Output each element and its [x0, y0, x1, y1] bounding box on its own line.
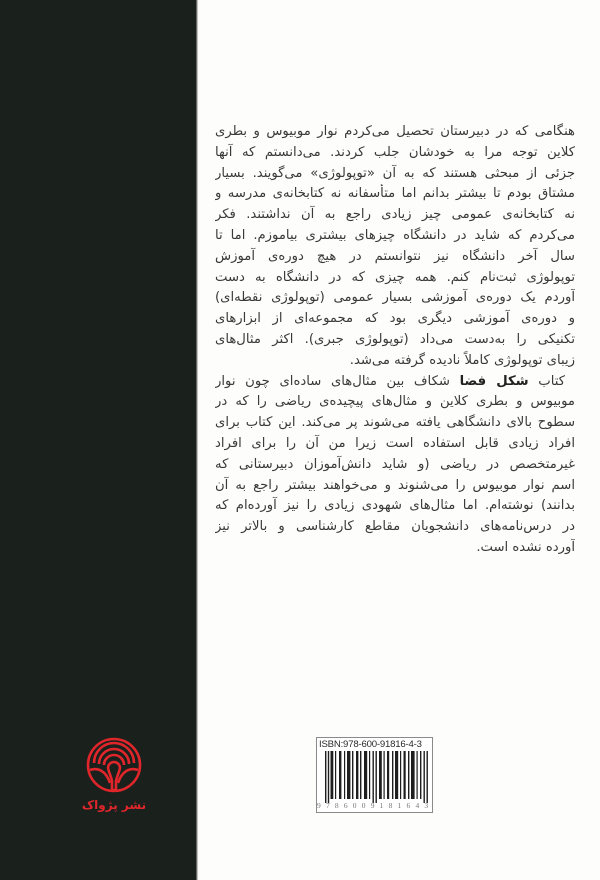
blurb-line: جزئی از مبحثی هستند که به آن «توپولوژی» می‌گویند. بسیار [215, 165, 575, 181]
blurb-line: سال آخر دانشگاه نیز نتوانستم در هیچ دوره‌ی آموزش [215, 248, 575, 264]
book-title: شکل فضا [459, 373, 529, 389]
blurb-line: و دوره‌ی آموزشی دیگری بود که مجموعه‌ای از ابزارهای [215, 311, 575, 327]
blurb-line: بدانند) نوشته‌ام. اما مثال‌های شهودی زیادی را نیز آورده‌ام که [215, 498, 575, 514]
blurb-line: در درس‌نامه‌های دانشجویان مقاطع کارشناسی و بالاتر نیز [215, 519, 575, 535]
blurb-line: تکنیکی را به‌دست می‌داد (توپولوژی جبری). اکثر مثال‌های [215, 331, 575, 347]
publisher-logo-icon [86, 735, 142, 797]
isbn-label: ISBN:978-600-91816-4-3 [319, 739, 422, 750]
blurb-line: مشتاق بودم تا بیشتر بدانم اما متأسفانه نه کتابخانه‌ی مدرسه و [215, 186, 575, 202]
blurb-line: غیرمتخصص در ریاضی (و شاید دانش‌آموزان دبیرستانی که [215, 456, 575, 472]
blurb-line: کلاین توجه مرا به خودشان جلب کردند. می‌دانستم که آنها [215, 144, 575, 160]
publisher-logo [76, 730, 152, 820]
blurb-line: زیبای توپولوژی کاملاً نادیده گرفته می‌شد. [349, 352, 575, 368]
barcode-digits: 9786009181643 [317, 801, 434, 810]
blurb-line: هنگامی که در دبیرستان تحصیل می‌کردم نوار موبیوس و بطری [215, 124, 575, 139]
blurb-text: کتاب [538, 373, 565, 389]
blurb-line: موبیوس و بطری کلاین و مثال‌های پیچیده‌ی ریاضی را که در [215, 394, 575, 410]
blurb-line: افراد زیادی قابل استفاده است زیرا من آن را برای افراد [215, 435, 575, 451]
publisher-name: نشر پژواک [81, 798, 147, 812]
blurb-line: اسم نوار موبیوس را می‌شنوند و می‌خواهند بیشتر راجع به آن [215, 477, 575, 493]
barcode-bars-icon [325, 751, 429, 803]
blurb-text: شکاف بین مثال‌های ساده‌ای چون نوار [215, 373, 450, 389]
blurb-line-with-title [215, 372, 575, 393]
isbn-barcode [316, 737, 433, 813]
blurb-line: نه کتابخانه‌ی عمومی چیز زیادی راجع به آن نداشتند. فکر [215, 207, 575, 223]
blurb-line: سطوح بالای دانشگاهی یافته می‌شوند پر می‌کند. این کتاب برای [215, 415, 575, 431]
blurb-line: می‌کردم که شاید در دانشگاه چیزهای بیشتری بیاموزم. اما تا [215, 227, 575, 243]
blurb-line: آورده نشده است. [476, 539, 575, 555]
blurb-line: توپولوژی ثبت‌نام کنم. همه چیزی که در دانشگاه به دست [215, 269, 575, 285]
back-cover-blurb [215, 122, 575, 559]
blurb-line: آوردم یک دوره‌ی آموزشی بسیار عمومی (توپولوژی نقطه‌ای) [215, 290, 575, 306]
